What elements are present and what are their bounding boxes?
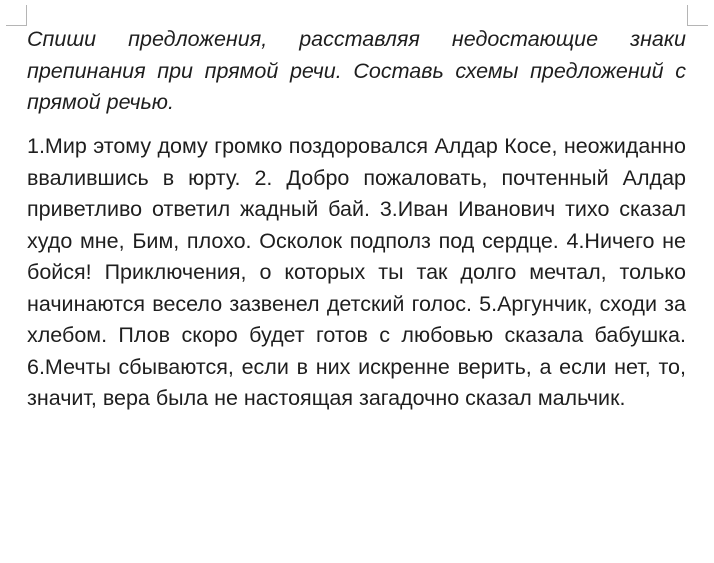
exercise-text: 1.Мир этому дому громко поздоровался Алдар Косе, неожиданно ввалившись в юрту. 2. Добро пожаловать, почтенный Алдар приветливо ответил жадный бай. 3.Иван Иванович тихо сказал худо мне, Бим, плохо. Осколок подполз под сердце. 4.Ничего не бойся! Приключения, о которых ты так долго мечтал, только начинаются весело зазвенел детский голос. 5.Аргунчик, сходи за хлебом. Плов скоро будет готов с любовью сказала бабушка. 6.Мечты сбываются, если в них искренне верить, а если нет, то, значит, вера была не настоящая загадочно сказал мальчик. <box>27 134 686 410</box>
margin-corner-top-right <box>687 5 708 26</box>
task-instruction: Спиши предложения, расставляя недостающие знаки препинания при прямой речи. Составь схемы предложений с прямой речью. <box>27 27 686 114</box>
margin-corner-top-left <box>6 5 27 26</box>
